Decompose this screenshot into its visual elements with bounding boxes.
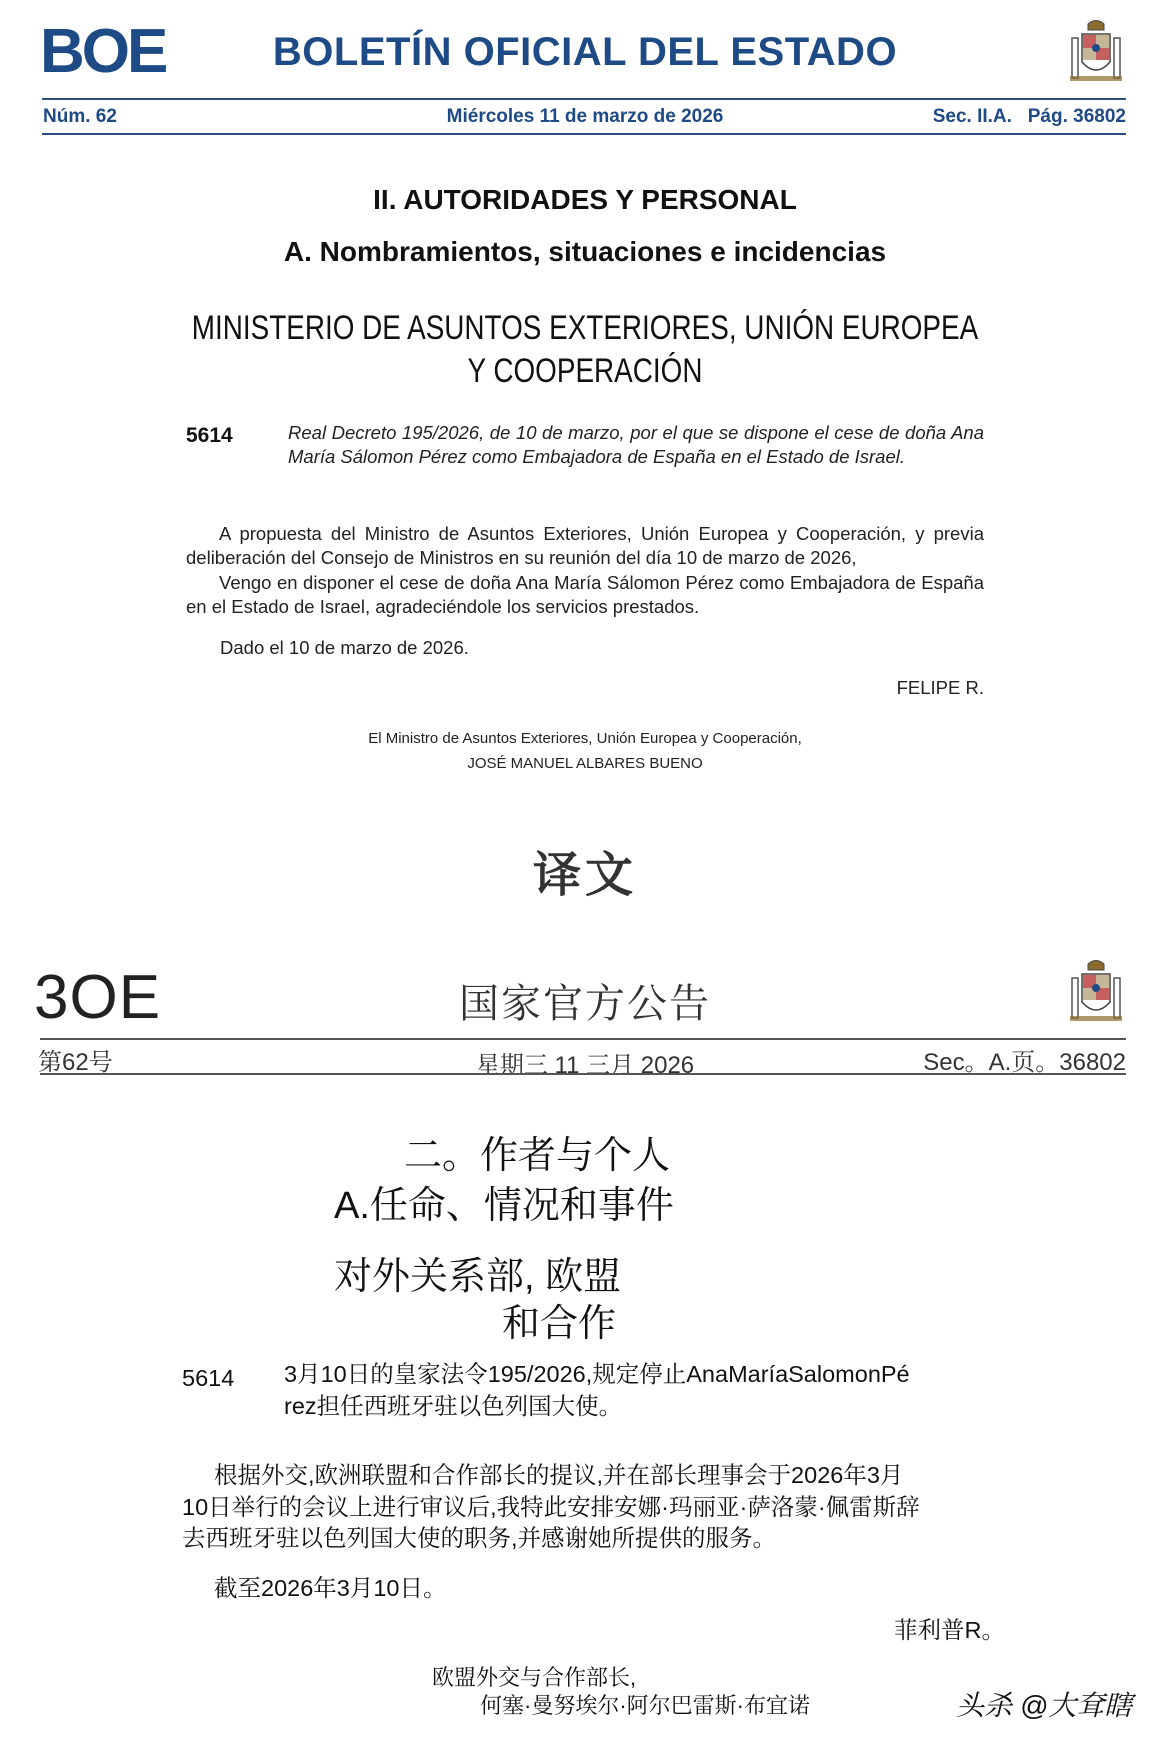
- translated-issue: 第62号: [38, 1049, 113, 1076]
- translated-para-line-1: 根据外交,欧洲联盟和合作部长的提议,并在部长理事会于2026年3月: [214, 1462, 904, 1488]
- ministry-line-2: Y COOPERACIÓN: [467, 352, 703, 390]
- watermark: 头杀 @大耷瞎: [956, 1690, 1133, 1721]
- translated-rule-bottom: [40, 1073, 1126, 1075]
- translated-para-line-2: 10日举行的会议上进行审议后,我特此安排安娜·玛丽亚·萨洛蒙·佩雷斯辞: [182, 1494, 920, 1520]
- header-rule-top: [42, 98, 1126, 100]
- coat-of-arms-icon: [1066, 958, 1126, 1026]
- header-rule-bottom: [42, 133, 1126, 135]
- ministry-line-1: MINISTERIO DE ASUNTOS EXTERIORES, UNIÓN EUROPEA: [191, 309, 979, 347]
- translated-logo: 3OE: [34, 963, 162, 1032]
- decree-title: Real Decreto 195/2026, de 10 de marzo, por el que se dispone el cese de doña Ana María Sálomon Pérez como Embajadora de España en el Estado de Israel.: [288, 422, 984, 467]
- paragraph-proposal: A propuesta del Ministro de Asuntos Exteriores, Unión Europea y Cooperación, y previa deliberación del Consejo de Ministros en su reunión del día 10 de marzo de 2026,: [186, 523, 984, 568]
- translated-ministry-1: 对外关系部, 欧盟: [334, 1256, 622, 1298]
- translated-ministry-2: 和合作: [502, 1303, 617, 1345]
- translated-para-line-3: 去西班牙驻以色列国大使的职务,并感谢她所提供的服务。: [182, 1525, 777, 1551]
- section-heading: II. AUTORIDADES Y PERSONAL: [373, 184, 797, 215]
- translated-date: 星期三 11 三月 2026: [475, 1052, 695, 1079]
- translated-section-page: Sec。A.页。36802: [923, 1049, 1126, 1076]
- coat-of-arms-icon: [1066, 18, 1126, 86]
- subsection-heading: A. Nombramientos, situaciones e incidencias: [283, 236, 887, 267]
- issue-date: Miércoles 11 de marzo de 2026: [446, 106, 724, 127]
- entry-number: 5614: [186, 424, 233, 447]
- translated-minister-name: 何塞·曼努埃尔·阿尔巴雷斯·布宜诺: [480, 1693, 810, 1718]
- translated-section: 二。作者与个人: [404, 1135, 671, 1177]
- dated-line: Dado el 10 de marzo de 2026.: [220, 637, 469, 658]
- translation-label: 译文: [532, 847, 637, 903]
- translated-title: 国家官方公告: [459, 982, 711, 1026]
- issue-number: Núm. 62: [43, 106, 117, 127]
- translated-rule-top: [40, 1038, 1126, 1040]
- translated-decree-line-2: rez担任西班牙驻以色列国大使。: [284, 1393, 623, 1419]
- paragraph-decree: Vengo en disponer el cese de doña Ana María Sálomon Pérez como Embajadora de España en el Estado de Israel, agradeciéndole los servicios prestados.: [186, 572, 984, 617]
- minister-name: JOSÉ MANUEL ALBARES BUENO: [467, 755, 703, 772]
- translated-entry-number: 5614: [182, 1365, 235, 1391]
- boe-logo: BOE: [40, 17, 166, 86]
- translated-dated: 截至2026年3月10日。: [214, 1575, 447, 1601]
- section-page: Sec. II.A. Pág. 36802: [932, 106, 1126, 127]
- translated-king: 菲利普R。: [894, 1617, 1005, 1643]
- bulletin-title: BOLETÍN OFICIAL DEL ESTADO: [272, 30, 898, 74]
- translated-decree-line-1: 3月10日的皇家法令195/2026,规定停止AnaMaríaSalomonPé: [284, 1361, 910, 1387]
- minister-role: El Ministro de Asuntos Exteriores, Unión Europea y Cooperación,: [368, 730, 802, 747]
- translated-subsection: A.任命、情况和事件: [334, 1185, 674, 1227]
- king-signature: FELIPE R.: [896, 677, 984, 698]
- translated-minister-role: 欧盟外交与合作部长,: [432, 1665, 637, 1690]
